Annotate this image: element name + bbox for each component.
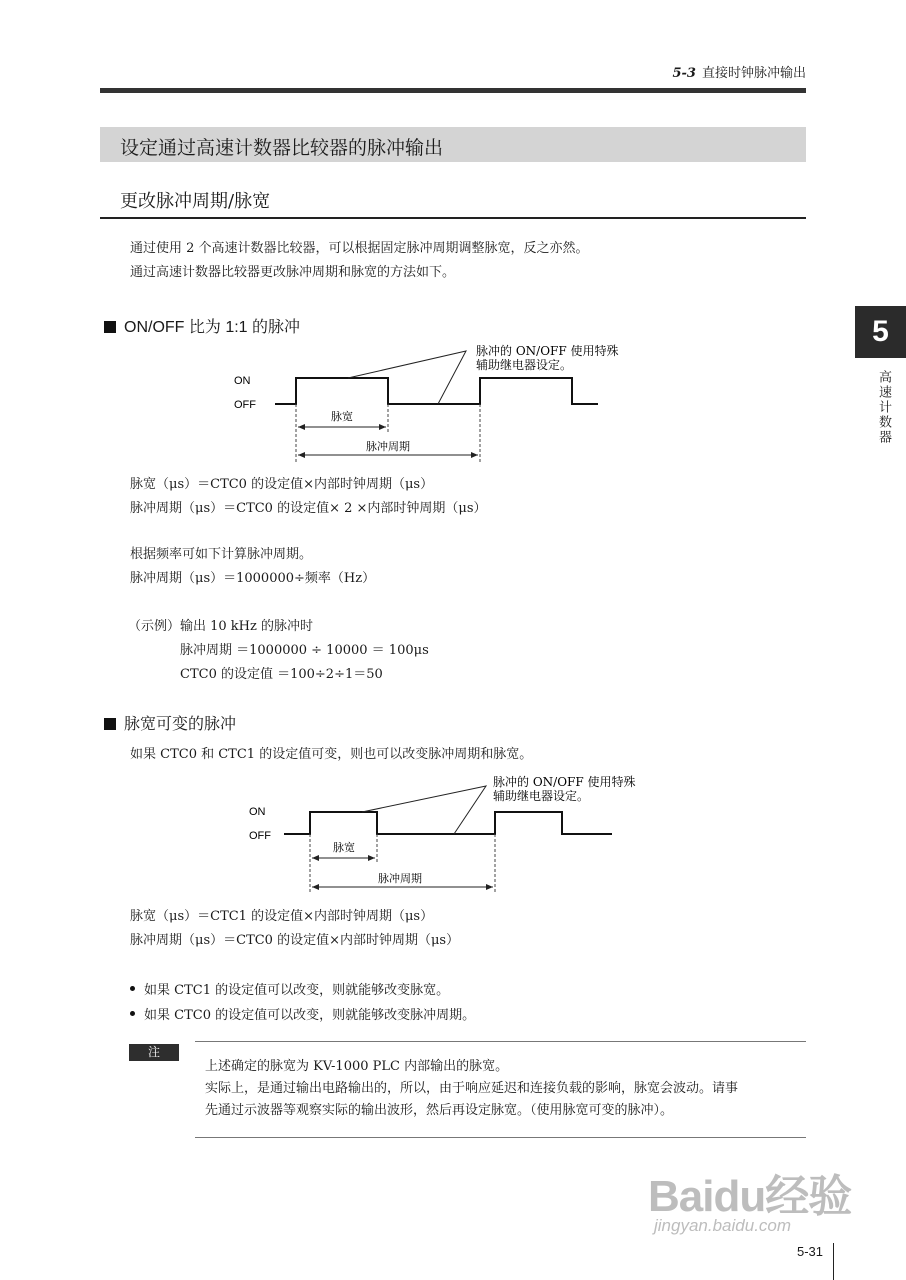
chapter-label: 高速计数器 bbox=[876, 370, 891, 445]
formula-2-2: 脉冲周期（μs）＝CTC0 的设定值×内部时钟周期（μs） bbox=[130, 933, 460, 948]
diagram2-annotation-line-1: 脉冲的 ON/OFF 使用特殊 bbox=[493, 775, 636, 789]
formula-2-1: 脉宽（μs）＝CTC1 的设定值×内部时钟周期（μs） bbox=[130, 909, 434, 924]
page-number-rule bbox=[833, 1243, 834, 1280]
note-line-2: 实际上，是通过输出电路输出的，所以，由于响应延迟和连接负载的影响，脉宽会波动。请事 bbox=[205, 1081, 739, 1096]
bullet-dot-icon bbox=[130, 986, 135, 991]
note-line-1: 上述确定的脉宽为 KV-1000 PLC 内部输出的脉宽。 bbox=[205, 1059, 509, 1074]
freq-intro: 根据频率可如下计算脉冲周期。 bbox=[130, 547, 313, 562]
square-bullet-icon bbox=[104, 321, 116, 333]
header-section-number: 5-3 bbox=[672, 66, 696, 81]
formula-1-1: 脉宽（μs）＝CTC0 的设定值×内部时钟周期（μs） bbox=[130, 477, 434, 492]
diagram1-annotation-line-1: 脉冲的 ON/OFF 使用特殊 bbox=[476, 344, 619, 358]
bullet-item-2: 如果 CTC0 的设定值可以改变，则就能够改变脉冲周期。 bbox=[130, 1004, 475, 1023]
heading-pulse-1to1: ON/OFF 比为 1:1 的脉冲 bbox=[104, 314, 300, 337]
watermark-main-text: Baidu经验 bbox=[648, 1172, 852, 1221]
note-bottom-rule bbox=[195, 1137, 806, 1138]
diagram2-callout bbox=[362, 786, 486, 834]
diagram2-annotation-line-2: 辅助继电器设定。 bbox=[493, 789, 590, 803]
diagram1-width-label: 脉宽 bbox=[331, 410, 353, 423]
diagram2-width-label: 脉宽 bbox=[333, 841, 355, 854]
pulse-diagram-2 bbox=[240, 770, 680, 900]
diagram1-on-label: ON bbox=[234, 375, 251, 387]
example-line-1: 脉冲周期 ＝1000000 ÷ 10000 ＝ 100μs bbox=[180, 643, 429, 658]
diagram2-waveform bbox=[284, 812, 612, 834]
subsection-rule bbox=[100, 217, 806, 219]
freq-formula: 脉冲周期（μs）＝1000000÷频率（Hz） bbox=[130, 571, 376, 586]
note-top-rule bbox=[195, 1041, 806, 1042]
bullet-dot-icon bbox=[130, 1011, 135, 1016]
square-bullet-icon bbox=[104, 718, 116, 730]
part2-intro: 如果 CTC0 和 CTC1 的设定值可变，则也可以改变脉冲周期和脉宽。 bbox=[130, 747, 533, 762]
intro-line-1: 通过使用 2 个高速计数器比较器，可以根据固定脉冲周期调整脉宽，反之亦然。 bbox=[130, 241, 589, 256]
note-badge: 注 bbox=[129, 1044, 179, 1061]
example-line-2: CTC0 的设定值 ＝100÷2÷1＝50 bbox=[180, 667, 383, 682]
subsection-title: 更改脉冲周期/脉宽 bbox=[120, 191, 271, 212]
example-title: （示例）输出 10 kHz 的脉冲时 bbox=[128, 619, 314, 634]
page-header bbox=[672, 62, 806, 81]
page-number: 5-31 bbox=[797, 1244, 824, 1259]
section-title: 设定通过高速计数器比较器的脉冲输出 bbox=[120, 137, 444, 159]
diagram2-off-label: OFF bbox=[249, 830, 271, 842]
diagram1-annotation-line-2: 辅助继电器设定。 bbox=[476, 358, 573, 372]
diagram1-off-label: OFF bbox=[234, 399, 256, 411]
pulse-diagram-1 bbox=[220, 340, 660, 470]
header-rule bbox=[100, 88, 806, 93]
note-line-3: 先通过示波器等观察实际的输出波形，然后再设定脉宽。（使用脉宽可变的脉冲）。 bbox=[205, 1103, 674, 1118]
formula-1-2: 脉冲周期（μs）＝CTC0 的设定值× 2 ×内部时钟周期（μs） bbox=[130, 501, 487, 516]
watermark-sub-text: jingyan.baidu.com bbox=[654, 1216, 792, 1235]
diagram2-period-label: 脉冲周期 bbox=[378, 872, 422, 885]
bullet-item-1: 如果 CTC1 的设定值可以改变，则就能够改变脉宽。 bbox=[130, 979, 449, 998]
diagram1-period-label: 脉冲周期 bbox=[366, 440, 410, 453]
diagram2-on-label: ON bbox=[249, 806, 266, 818]
chapter-tab: 5 bbox=[855, 306, 906, 358]
intro-line-2: 通过高速计数器比较器更改脉冲周期和脉宽的方法如下。 bbox=[130, 265, 456, 280]
header-section-title: 直接时钟脉冲输出 bbox=[701, 66, 806, 81]
diagram1-waveform bbox=[275, 378, 598, 404]
heading-variable-width: 脉宽可变的脉冲 bbox=[104, 711, 236, 734]
baidu-watermark bbox=[648, 1150, 858, 1250]
